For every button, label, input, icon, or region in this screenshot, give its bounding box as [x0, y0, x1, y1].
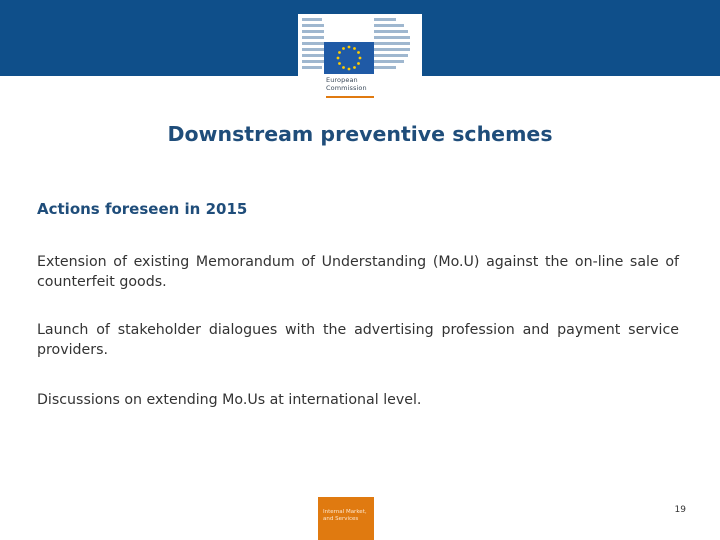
bullet-item: Extension of existing Memorandum of Understanding (Mo.U) against the on-line sale of counterfeit goods. — [37, 254, 679, 290]
page-number: 19 — [674, 505, 686, 515]
dg-badge-line-1: Internal Market, — [323, 509, 367, 515]
logo-line-1: European — [326, 76, 358, 84]
logo-line-2: Commission — [326, 84, 367, 92]
logo-underline — [326, 96, 374, 98]
bullet-item: Launch of stakeholder dialogues with the advertising profession and payment service providers. — [37, 322, 679, 358]
bullet-item: Discussions on extending Mo.Us at international level. — [37, 392, 422, 408]
section-heading: Actions foreseen in 2015 — [37, 200, 248, 218]
dg-badge-text — [323, 509, 367, 523]
european-commission-logo — [298, 14, 422, 100]
logo-wordmark — [326, 76, 367, 92]
slide-title: Downstream preventive schemes — [167, 122, 553, 146]
dg-badge-line-2: and Services — [323, 516, 359, 522]
dg-badge — [318, 497, 374, 540]
